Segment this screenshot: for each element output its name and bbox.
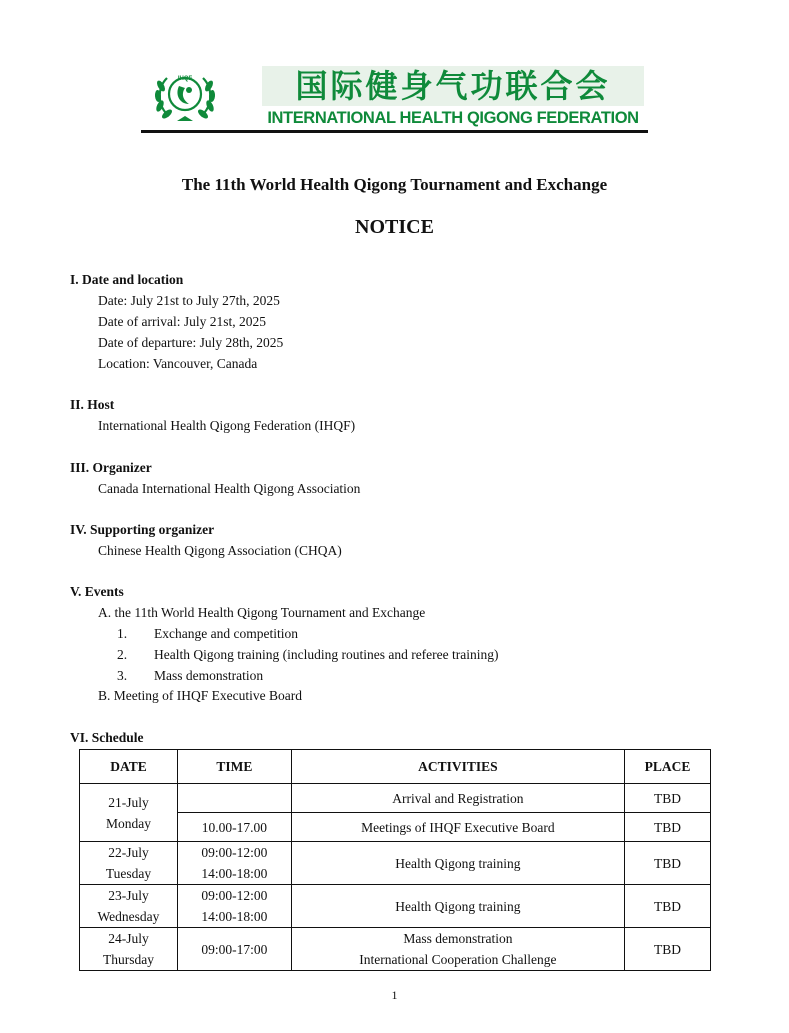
laurel-wreath-emblem-icon [149, 66, 221, 124]
day-text: Wednesday [97, 909, 160, 924]
time-cell [177, 885, 291, 928]
location-line: Location: Vancouver, Canada [98, 356, 258, 371]
activity-text: International Cooperation Challenge [359, 952, 557, 967]
list-item-number: 1. [117, 626, 128, 641]
section-heading-host: II. Host [70, 397, 115, 412]
table-row [80, 928, 711, 971]
place-cell: TBD [625, 813, 711, 842]
host-line: International Health Qigong Federation (IHQF) [98, 418, 356, 433]
date-text: 21-July [108, 794, 149, 810]
events-item-b: B. Meeting of IHQF Executive Board [98, 688, 302, 703]
svg-text:IHQF: IHQF [177, 76, 193, 82]
date-cell [80, 885, 178, 928]
column-header-activities: ACTIVITIES [291, 750, 624, 784]
organizer-line: Canada International Health Qigong Association [98, 481, 361, 496]
table-row [80, 784, 711, 813]
date-text: 24-July [108, 931, 149, 946]
document-title: The 11th World Health Qigong Tournament and Exchange [181, 175, 608, 194]
table-header-row [80, 750, 711, 784]
activity-cell: Health Qigong training [291, 842, 624, 885]
activity-cell: Meetings of IHQF Executive Board [291, 813, 624, 842]
section-heading-events: V. Events [70, 584, 124, 599]
list-item-number: 2. [117, 647, 128, 662]
time-cell [177, 784, 291, 813]
section-heading-organizer: III. Organizer [70, 460, 152, 475]
arrival-line: Date of arrival: July 21st, 2025 [98, 314, 266, 329]
list-item: Health Qigong training (including routines and referee training) [154, 647, 499, 662]
time-text: 14:00-18:00 [201, 866, 268, 881]
time-cell: 09:00-17:00 [177, 928, 291, 971]
time-text: 14:00-18:00 [201, 909, 268, 924]
column-header-time: TIME [177, 750, 291, 784]
time-text: 09:00-12:00 [201, 845, 268, 860]
page-number: 1 [391, 988, 398, 1002]
list-item: Mass demonstration [154, 668, 264, 683]
list-item-number: 3. [117, 668, 128, 683]
departure-line: Date of departure: July 28th, 2025 [98, 335, 284, 350]
place-cell: TBD [625, 842, 711, 885]
activity-cell: Health Qigong training [291, 885, 624, 928]
activity-cell [291, 928, 624, 971]
date-text: 22-July [108, 845, 149, 860]
header-divider [141, 130, 648, 133]
time-text: 09:00-12:00 [201, 888, 268, 903]
date-cell [80, 784, 178, 842]
list-item: Exchange and competition [154, 626, 298, 641]
day-text: Thursday [102, 952, 154, 967]
time-cell: 10.00-17.00 [177, 813, 291, 842]
date-text: 23-July [108, 888, 149, 903]
activity-cell: Arrival and Registration [291, 784, 624, 813]
notice-heading: NOTICE [355, 216, 434, 238]
time-cell [177, 842, 291, 885]
date-cell [80, 928, 178, 971]
table-row [80, 842, 711, 885]
day-text: Tuesday [105, 866, 152, 881]
section-heading-date-location: I. Date and location [70, 272, 184, 287]
date-cell [80, 842, 178, 885]
place-cell: TBD [625, 928, 711, 971]
federation-chinese-name: 国际健身气功联合会 [262, 66, 644, 106]
column-header-place: PLACE [625, 750, 711, 784]
federation-english-name: INTERNATIONAL HEALTH QIGONG FEDERATION [267, 109, 639, 127]
section-heading-supporting: IV. Supporting organizer [70, 522, 215, 537]
events-item-a: A. the 11th World Health Qigong Tournament and Exchange [98, 605, 426, 620]
day-text: Monday [105, 815, 151, 831]
place-cell: TBD [625, 885, 711, 928]
date-line: Date: July 21st to July 27th, 2025 [98, 293, 280, 308]
schedule-table [79, 749, 711, 971]
place-cell: TBD [625, 784, 711, 813]
table-row [80, 885, 711, 928]
column-header-date: DATE [80, 750, 178, 784]
section-heading-schedule: VI. Schedule [70, 730, 144, 745]
activity-text: Mass demonstration [403, 931, 513, 946]
supporting-line: Chinese Health Qigong Association (CHQA) [98, 543, 342, 558]
